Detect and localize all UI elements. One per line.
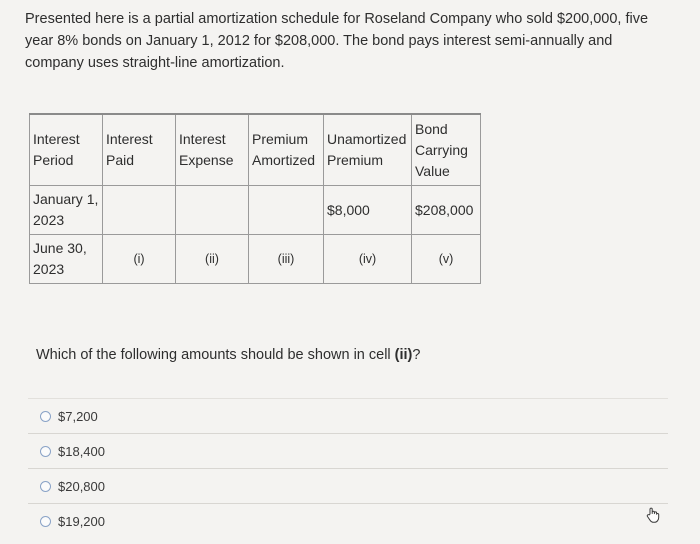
cell-premium-amortized — [249, 186, 324, 235]
answer-option-4[interactable] — [28, 503, 668, 538]
cell-interest-paid — [103, 186, 176, 235]
hand-pointer-icon — [644, 506, 662, 524]
radio-button[interactable] — [40, 411, 51, 422]
cell-period: June 30, 2023 — [30, 235, 103, 284]
amortization-table — [29, 113, 481, 284]
header-unamortized-premium: Unamortized Premium — [324, 114, 412, 186]
cell-bond-carrying-value: (v) — [412, 235, 481, 284]
cell-period: January 1, 2023 — [30, 186, 103, 235]
answer-option-3[interactable] — [28, 468, 668, 503]
header-premium-amortized: Premium Amortized — [249, 114, 324, 186]
answer-option-label: $20,800 — [58, 478, 105, 494]
cell-unamortized-premium: (iv) — [324, 235, 412, 284]
header-interest-expense: Interest Expense — [176, 114, 249, 186]
table-header-row — [30, 114, 481, 186]
cell-interest-paid: (i) — [103, 235, 176, 284]
table-row — [30, 186, 481, 235]
question-cell-ref: (ii) — [394, 347, 413, 363]
radio-button[interactable] — [40, 481, 51, 492]
table-row — [30, 235, 481, 284]
header-interest-period: Interest Period — [30, 114, 103, 186]
radio-button[interactable] — [40, 446, 51, 457]
cell-premium-amortized: (iii) — [249, 235, 324, 284]
answer-options — [28, 398, 668, 538]
question-text: Which of the following amounts should be shown in cell (ii)? — [36, 347, 421, 363]
answer-option-2[interactable] — [28, 433, 668, 468]
cell-interest-expense — [176, 186, 249, 235]
cell-unamortized-premium: $8,000 — [324, 186, 412, 235]
header-bond-carrying-value: Bond Carrying Value — [412, 114, 481, 186]
answer-option-label: $7,200 — [58, 408, 98, 424]
cell-interest-expense: (ii) — [176, 235, 249, 284]
answer-option-label: $19,200 — [58, 513, 105, 529]
answer-option-label: $18,400 — [58, 443, 105, 459]
radio-button[interactable] — [40, 516, 51, 527]
answer-option-1[interactable] — [28, 398, 668, 433]
problem-statement: Presented here is a partial amortization schedule for Roseland Company who sold $200,000, five year 8% bonds on January 1, 2012 for $208,000. The bond pays interest semi-annually and company uses straight-line amortization. — [25, 11, 649, 71]
header-interest-paid: Interest Paid — [103, 114, 176, 186]
cell-bond-carrying-value: $208,000 — [412, 186, 481, 235]
